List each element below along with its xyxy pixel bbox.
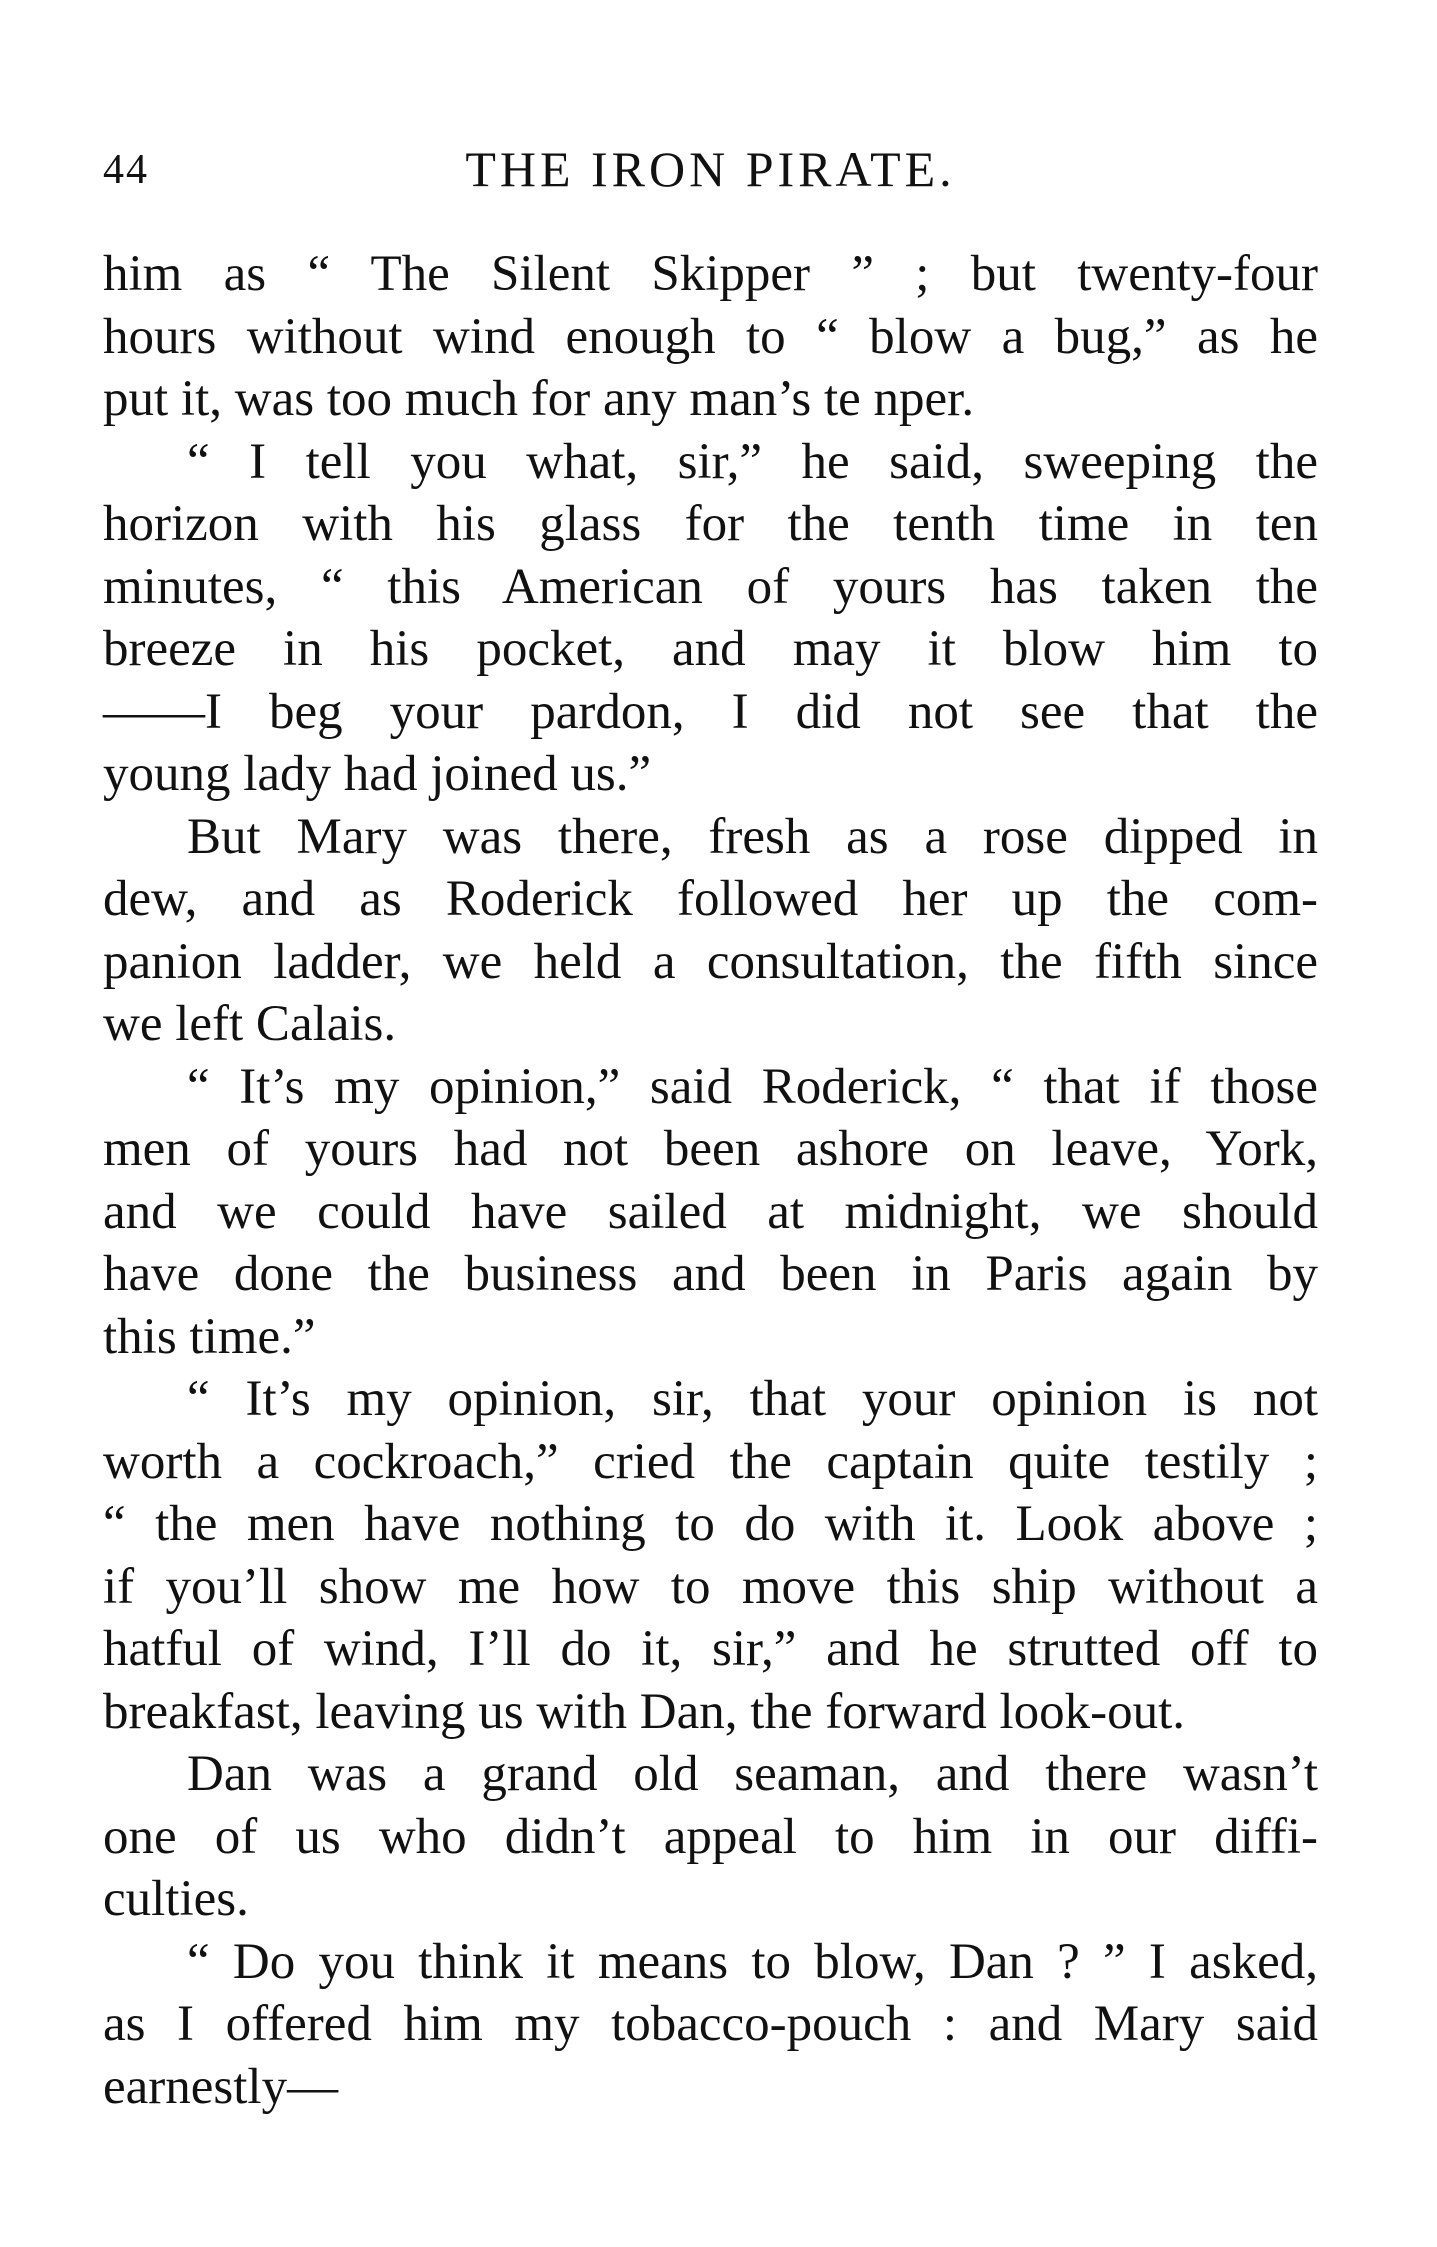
text-line: “ It’s my opinion, sir, that your opinion is not xyxy=(187,1371,1318,1427)
text-line: “ I tell you what, sir,” he said, sweeping the xyxy=(187,433,1318,490)
text-line: But Mary was there, fresh as a rose dipped in xyxy=(187,808,1318,865)
text-line: as I offered him my tobacco-pouch : and Mary said xyxy=(103,1996,1318,2052)
text-line: culties. xyxy=(103,1871,249,1927)
body-text xyxy=(103,243,1318,2118)
text-line: this time.” xyxy=(103,1308,316,1365)
page-header xyxy=(103,140,1318,200)
text-line: if you’ll show me how to move this ship without a xyxy=(103,1558,1318,1615)
text-line: Dan was a grand old seaman, and there wasn’t xyxy=(187,1746,1318,1802)
text-line: young lady had joined us.” xyxy=(103,746,652,802)
text-line: minutes, “ this American of yours has taken the xyxy=(103,558,1318,615)
text-line: hatful of wind, I’ll do it, sir,” and he strutted off to xyxy=(103,1621,1318,1677)
text-line: hours without wind enough to “ blow a bug,” as he xyxy=(103,308,1318,365)
text-line: men of yours had not been ashore on leave, York, xyxy=(103,1121,1318,1177)
text-line: breakfast, leaving us with Dan, the forward look-out. xyxy=(103,1683,1186,1740)
text-line: “ Do you think it means to blow, Dan ? ” I asked, xyxy=(187,1933,1318,1990)
running-title: THE IRON PIRATE. xyxy=(465,141,956,197)
text-line: and we could have sailed at midnight, we should xyxy=(103,1183,1318,1240)
text-line: him as “ The Silent Skipper ” ; but twenty-four xyxy=(103,246,1318,302)
text-line: earnestly— xyxy=(103,2058,339,2115)
text-line: one of us who didn’t appeal to him in our diffi- xyxy=(103,1808,1318,1865)
text-line: we left Calais. xyxy=(103,996,397,1052)
text-line: breeze in his pocket, and may it blow him to xyxy=(103,621,1318,677)
text-line: dew, and as Roderick followed her up the com- xyxy=(103,871,1318,927)
text-line: horizon with his glass for the tenth time in ten xyxy=(103,496,1318,552)
page-number: 44 xyxy=(103,147,149,193)
text-line: panion ladder, we held a consultation, the fifth since xyxy=(103,933,1318,990)
text-line: “ the men have nothing to do with it. Look above ; xyxy=(103,1496,1318,1552)
text-line: “ It’s my opinion,” said Roderick, “ that if those xyxy=(187,1058,1318,1115)
text-line: ——I beg your pardon, I did not see that the xyxy=(103,683,1318,740)
text-line: put it, was too much for any man’s te nper. xyxy=(103,371,975,427)
text-line: have done the business and been in Paris again by xyxy=(103,1246,1318,1302)
text-line: worth a cockroach,” cried the captain quite testily ; xyxy=(103,1433,1318,1490)
